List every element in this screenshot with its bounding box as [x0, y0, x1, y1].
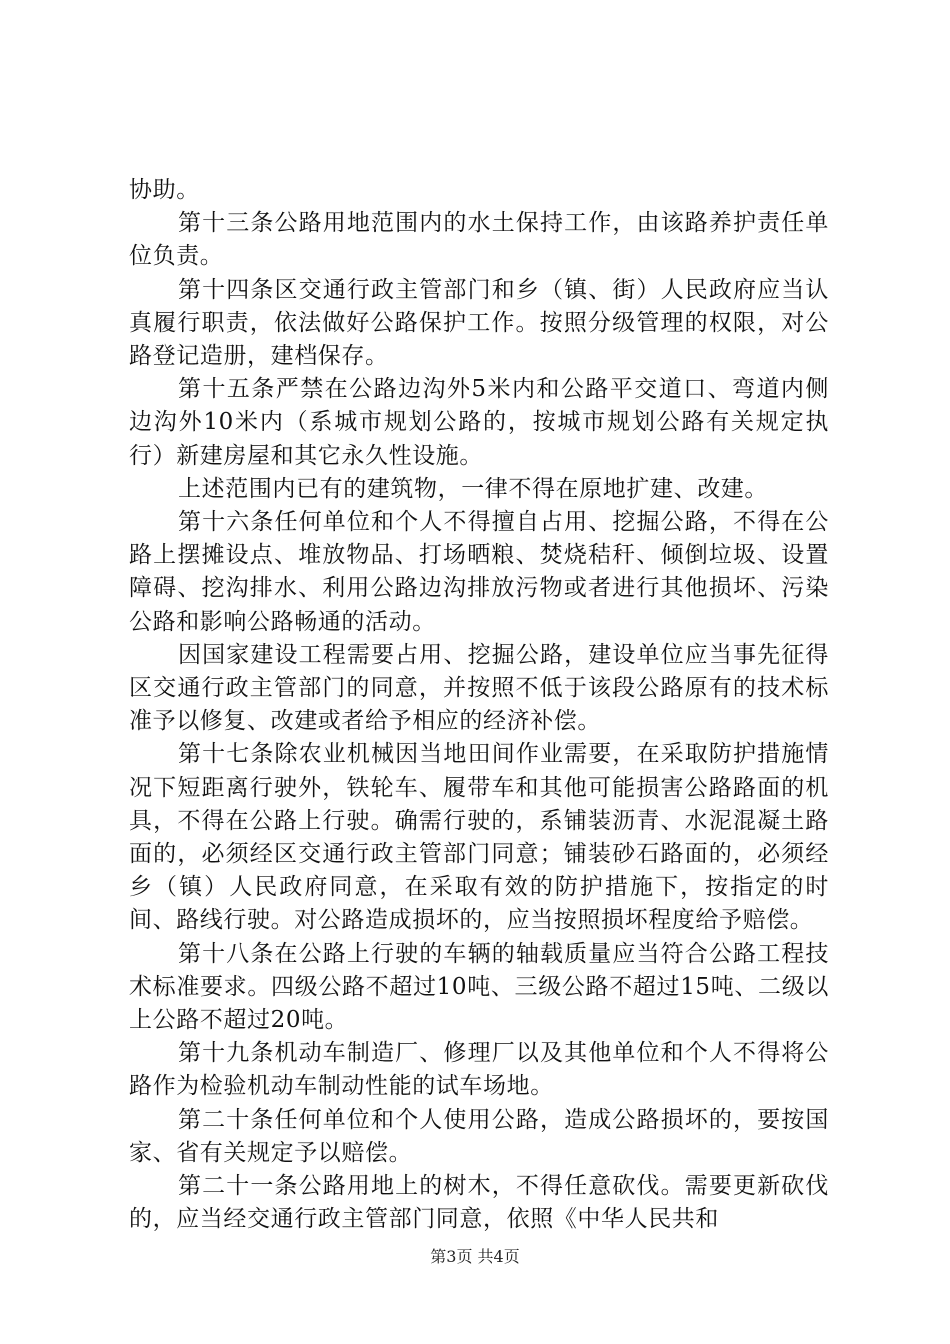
document-body	[129, 174, 829, 1237]
paragraph-article-15-cont: 上述范围内已有的建筑物，一律不得在原地扩建、改建。	[178, 475, 768, 502]
paragraph-article-19: 第十九条机动车制造厂、修理厂以及其他单位和个人不得将公路作为检验机动车制动性能的试车场地。	[129, 1040, 829, 1100]
page-number-footer: 第3页 共4页	[430, 1247, 520, 1266]
paragraph-article-21: 第二十一条公路用地上的树木，不得任意砍伐。需要更新砍伐的，应当经交通行政主管部门同意，依照《中华人民共和	[129, 1173, 829, 1233]
paragraph-continuation: 协助。	[129, 177, 200, 203]
paragraph-article-16-cont: 因国家建设工程需要占用、挖掘公路，建设单位应当事先征得区交通行政主管部门的同意，并按照不低于该段公路原有的技术标准予以修复、改建或者给予相应的经济补偿。	[129, 641, 829, 735]
paragraph-article-20: 第二十条任何单位和个人使用公路，造成公路损坏的，要按国家、省有关规定予以赔偿。	[129, 1106, 829, 1166]
paragraph-article-13: 第十三条公路用地范围内的水土保持工作，由该路养护责任单位负责。	[129, 210, 829, 270]
paragraph-article-15: 第十五条严禁在公路边沟外5米内和公路平交道口、弯道内侧边沟外10米内（系城市规划公路的，按城市规划公路有关规定执行）新建房屋和其它永久性设施。	[129, 376, 829, 469]
paragraph-article-18: 第十八条在公路上行驶的车辆的轴载质量应当符合公路工程技术标准要求。四级公路不超过10吨、三级公路不超过15吨、二级以上公路不超过20吨。	[129, 940, 829, 1034]
paragraph-article-16: 第十六条任何单位和个人不得擅自占用、挖掘公路，不得在公路上摆摊设点、堆放物品、打场晒粮、焚烧秸秆、倾倒垃圾、设置障碍、挖沟排水、利用公路边沟排放污物或者进行其他损坏、污染公路和影响公路畅通的活动。	[129, 509, 829, 635]
paragraph-article-17: 第十七条除农业机械因当地田间作业需要，在采取防护措施情况下短距离行驶外，铁轮车、履带车和其他可能损害公路路面的机具，不得在公路上行驶。确需行驶的，系铺装沥青、水泥混凝土路面的，必须经区交通行政主管部门同意；铺装砂石路面的，必须经乡（镇）人民政府同意，在采取有效的防护措施下，按指定的时间、路线行驶。对公路造成损坏的，应当按照损坏程度给予赔偿。	[129, 741, 829, 934]
paragraph-article-14: 第十四条区交通行政主管部门和乡（镇、街）人民政府应当认真履行职责，依法做好公路保护工作。按照分级管理的权限，对公路登记造册，建档保存。	[129, 276, 829, 370]
